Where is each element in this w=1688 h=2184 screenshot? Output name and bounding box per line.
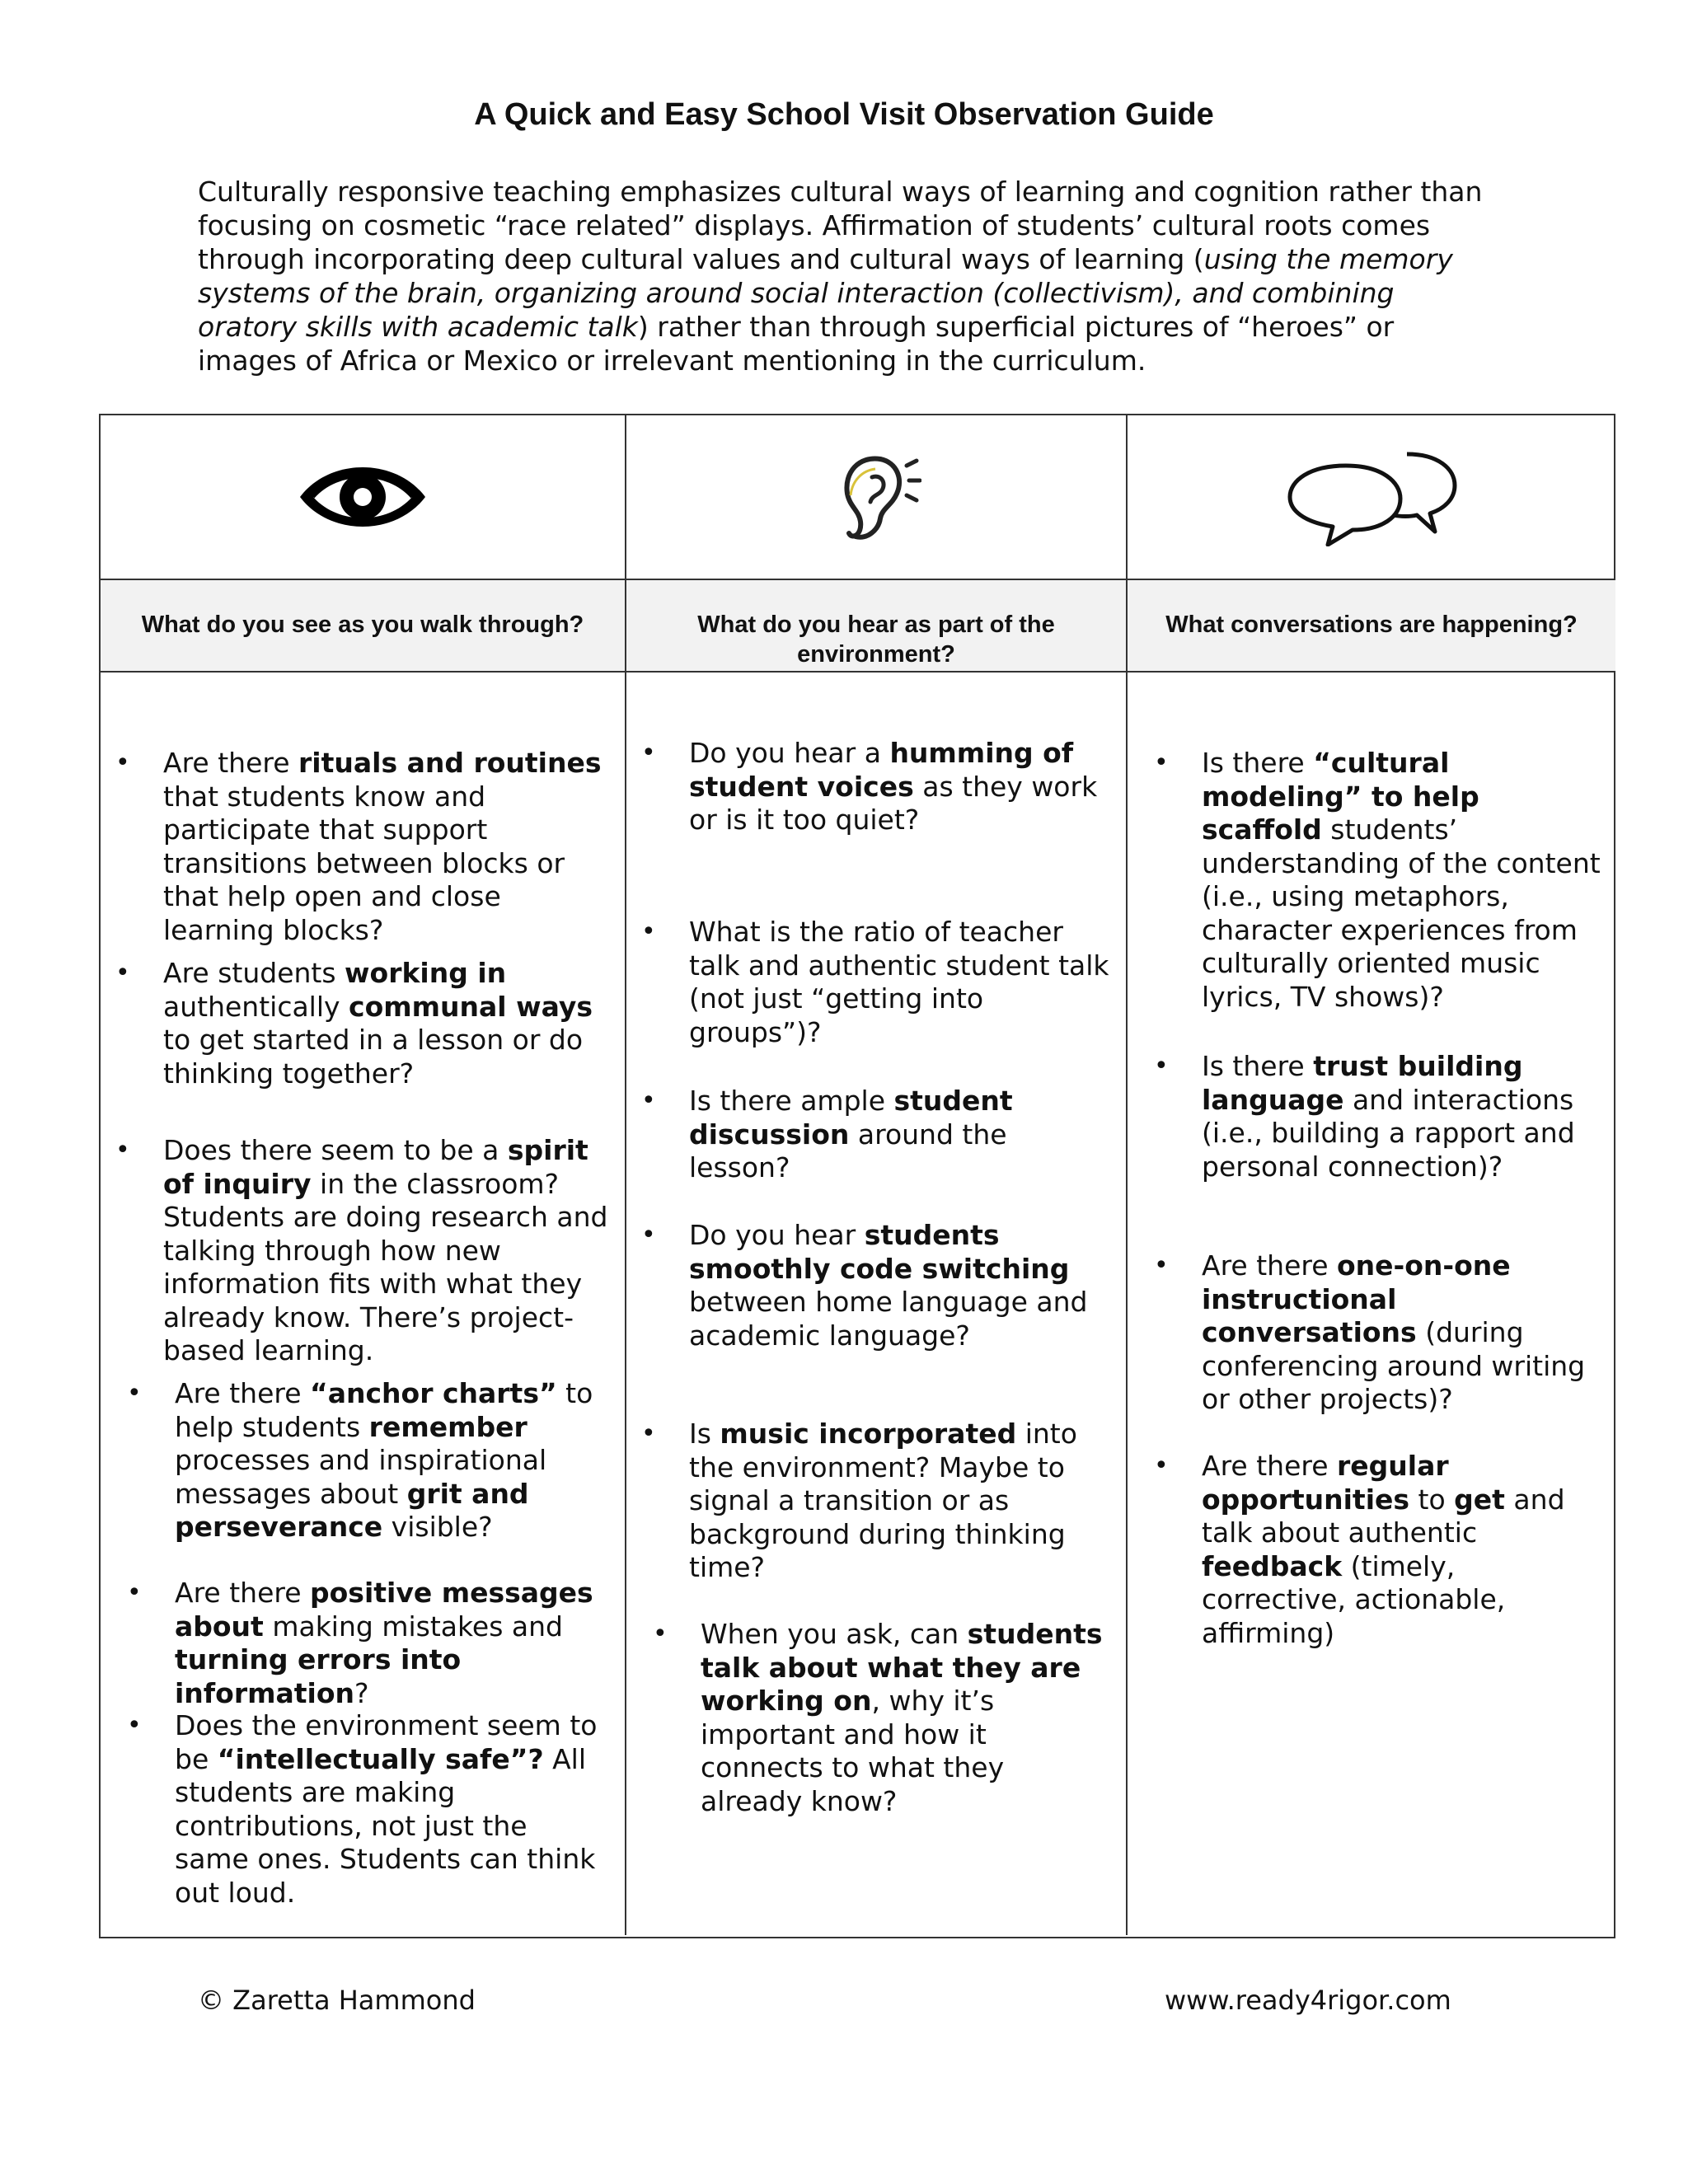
list-item: • Does the environment seem to be “intellectually safe”? All students are making contributions, not just the same ones. Students can think out loud.	[127, 1709, 598, 1909]
list-item: • What is the ratio of teacher talk and authentic student talk (not just “getting into groups”)?	[641, 916, 1109, 1048]
list-item: • Do you hear students smoothly code switching between home language and academic language?	[641, 1219, 1088, 1352]
list-item: • Is there ample student discussion around the lesson?	[641, 1085, 1013, 1183]
column-conversations	[1128, 673, 1615, 1935]
eye-icon	[297, 456, 429, 538]
hear-icon-cell	[626, 415, 1128, 580]
list-item: • Is there trust building language and interactions (i.e., building a rapport and personal connection)?	[1154, 1050, 1575, 1183]
list-item: • Is there “cultural modeling” to help scaffold students’ understanding of the content (i.e., using metaphors, character experiences from culturally oriented music lyrics, TV shows)?	[1154, 747, 1601, 1013]
footer-website: www.ready4rigor.com	[1165, 1985, 1451, 2016]
list-item: • Are there “anchor charts” to help students remember processes and inspirational messages about grit and perseverance visible?	[127, 1377, 593, 1543]
list-item: • Are there one-on-one instructional conversations (during conferencing around writing or other projects)?	[1154, 1249, 1586, 1415]
footer-copyright: © Zaretta Hammond	[198, 1985, 476, 2016]
speech-bubbles-icon	[1285, 448, 1458, 546]
converse-icon-cell	[1128, 415, 1615, 580]
list-item: • Are students working in authentically communal ways to get started in a lesson or do thinking together?	[115, 957, 593, 1090]
column-header-hear: What do you hear as part of the environment?	[626, 580, 1128, 673]
list-item: • Does there seem to be a spirit of inquiry in the classroom? Students are doing research and talking through how new information fits with what they already know. There’s project-based learning.	[115, 1134, 608, 1366]
ear-icon	[831, 448, 921, 546]
column-header-conversations: What conversations are happening?	[1128, 580, 1615, 673]
list-item: • Are there positive messages about making mistakes and turning errors into information?	[127, 1577, 593, 1709]
list-item: • Do you hear a humming of student voices as they work or is it too quiet?	[641, 737, 1098, 836]
list-item: • Are there regular opportunities to get and talk about authentic feedback (timely, corrective, actionable, affirming)	[1154, 1450, 1565, 1649]
document-title: A Quick and Easy School Visit Observation Guide	[474, 97, 1214, 132]
list-item: • Is music incorporated into the environment? Maybe to signal a transition or as background during thinking time?	[641, 1418, 1077, 1583]
column-see	[101, 673, 626, 1935]
list-item: • When you ask, can students talk about what they are working on, why it’s important and how it connects to what they already know?	[653, 1618, 1103, 1817]
intro-paragraph: Culturally responsive teaching emphasizes cultural ways of learning and cognition rather than focusing on cosmetic “race related” displays. Affirmation of students’ cultural roots comes through incorporating deep cultural values and cultural ways of learning (using the memory systems of the brain, organizing around social interaction (collectivism), and combining oratory skills with academic talk) rather than through superficial pictures of “heroes” or images of Africa or Mexico or irrelevant mentioning in the curriculum.	[198, 176, 1483, 377]
list-item: • Are there rituals and routines that students know and participate that support transitions between blocks or that help open and close learning blocks?	[115, 747, 602, 946]
column-header-see: What do you see as you walk through?	[101, 580, 626, 673]
observation-table	[99, 414, 1615, 1938]
see-icon-cell	[101, 415, 626, 580]
column-hear	[626, 673, 1128, 1935]
